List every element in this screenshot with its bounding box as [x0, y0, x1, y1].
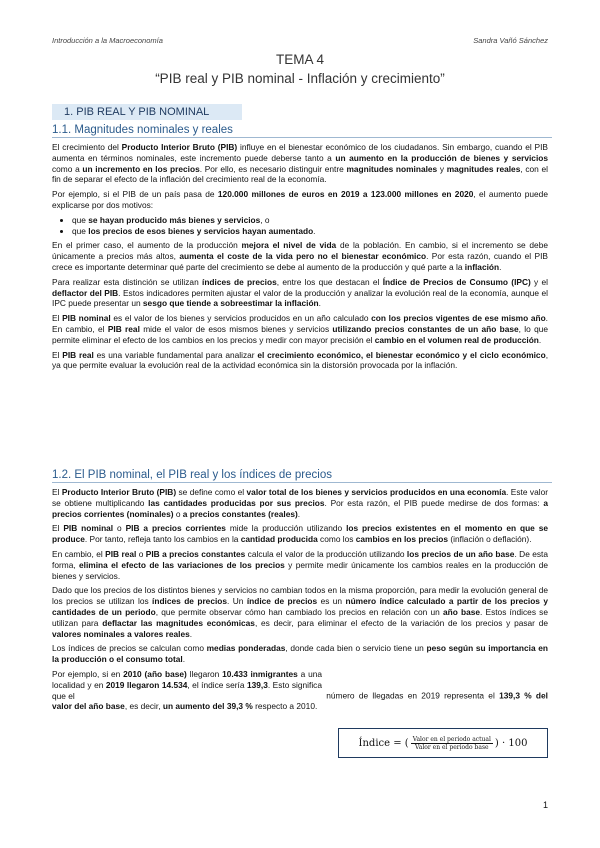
title-line2: “PIB real y PIB nominal - Inflación y crecimiento” — [155, 71, 445, 86]
subsection-heading-1: 1.1. Magnitudes nominales y reales — [52, 124, 552, 138]
header-right: Sandra Vañó Sánchez — [473, 36, 548, 45]
subsection-heading-2: 1.2. El PIB nominal, el PIB real y los índices de precios — [52, 469, 552, 483]
body-text-2: El Producto Interior Bruto (PIB) se define como el valor total de los bienes y servicios producidos en una economía. Este valor se obtiene multiplicando las cantidades producidas por sus precios. Por esta razón, el PIB puede medirse de dos formas: a precios corrientes (nominales) o a precios constantes (reales). El PIB nominal o PIB a precios corrientes mide la producción utilizando los precios existentes en el momento en que se produce. Por tanto, refleja tanto los cambios en la cantidad producida como los cambios en los precios (inflación o deflación). En cambio, el PIB real o PIB a precios constantes calcula el valor de la producción utilizando los precios de un año base. De esta forma, elimina el efecto de las variaciones de los precios y permite medir únicamente los cambios reales en la producción de bienes y servicios. Dado que los precios de los distintos bienes y servicios no cambian todos en la misma proporción, para medir la evolución general de los precios se utilizan los índices de precios. Un índice de precios es un número índice calculado a partir de los precios y cantidades de un periodo, que permite observar cómo han cambiado los precios en relación con un año base. Estos índices se utilizan para deflactar las magnitudes económicas, es decir, para eliminar el efecto de la variación de los precios y pasar de valores nominales a valores reales. Los índices de precios se calculan como medias ponderadas, donde cada bien o servicio tiene un peso según su importancia en la producción o el consumo total. Por ejemplo, si en 2010 (año base) llegaron 10.433 inmigrantes a una localidad y en 2019 llegaron 14.534, el índice sería 139,3. Esto significa que el número de llegadas en 2019 representa el 139,3 % del valor del año base, es decir, un aumento del 39,3 % respecto a 2010. — [52, 487, 549, 712]
formula-rhs: ) · 100 — [494, 737, 528, 749]
page-header — [52, 36, 548, 45]
page-title — [0, 50, 600, 88]
formula-lhs: Índice = ( — [358, 737, 409, 749]
price-index-formula — [338, 728, 548, 758]
formula-fraction — [411, 736, 493, 751]
title-line1: TEMA 4 — [275, 52, 324, 67]
formula-denominator: Valor en el periodo base — [415, 743, 489, 751]
section-heading: 1. PIB REAL Y PIB NOMINAL — [52, 104, 242, 120]
header-left: Introducción a la Macroeconomía — [52, 36, 163, 45]
body-text-1: El crecimiento del Producto Interior Bruto (PIB) influye en el bienestar económico de los ciudadanos. Sin embargo, cuando el PIB aumenta en términos nominales, este incremento puede deberse tanto a un aumento en la producción de bienes y servicios como a un incremento en los precios. Por ello, es necesario distinguir entre magnitudes nominales y magnitudes reales, con el fin de separar el efecto de la inflación del crecimiento real de la economía. Por ejemplo, si el PIB de un país pasa de 120.000 millones de euros en 2019 a 123.000 millones en 2020, el aumento puede explicarse por dos motivos: • que se hayan producido más bienes y servicios, o • que los precios de esos bienes y servicios hayan aumentado. En el primer caso, el aumento de la producción mejora el nivel de vida de la población. En cambio, si el incremento se debe únicamente a precios más altos, aumenta el coste de la vida pero no el bienestar económico. Por esta razón, cuando el PIB crece es importante determinar qué parte del crecimiento se debe al aumento de la producción y qué parte a la inflación. Para realizar esta distinción se utilizan índices de precios, entre los que destacan el Índice de Precios de Consumo (IPC) y el deflactor del PIB. Estos indicadores permiten ajustar el valor de la producción y analizar la evolución real de la economía, aunque el IPC puede presentar un sesgo que tiende a sobreestimar la inflación. El PIB nominal es el valor de los bienes y servicios producidos en un año calculado con los precios vigentes de ese mismo año. En cambio, el PIB real mide el valor de esos mismos bienes y servicios utilizando precios constantes de un año base, lo que permite eliminar el efecto de los cambios en los precios y medir con mayor precisión el cambio en el volumen real de producción. El PIB real es una variable fundamental para analizar el crecimiento económico, el bienestar económico y el ciclo económico, ya que permite evaluar la evolución real de la actividad económica sin la distorsión provocada por la inflación. — [52, 142, 548, 375]
page-number: 1 — [542, 800, 548, 810]
formula-numerator: Valor en el periodo actual — [412, 735, 491, 743]
